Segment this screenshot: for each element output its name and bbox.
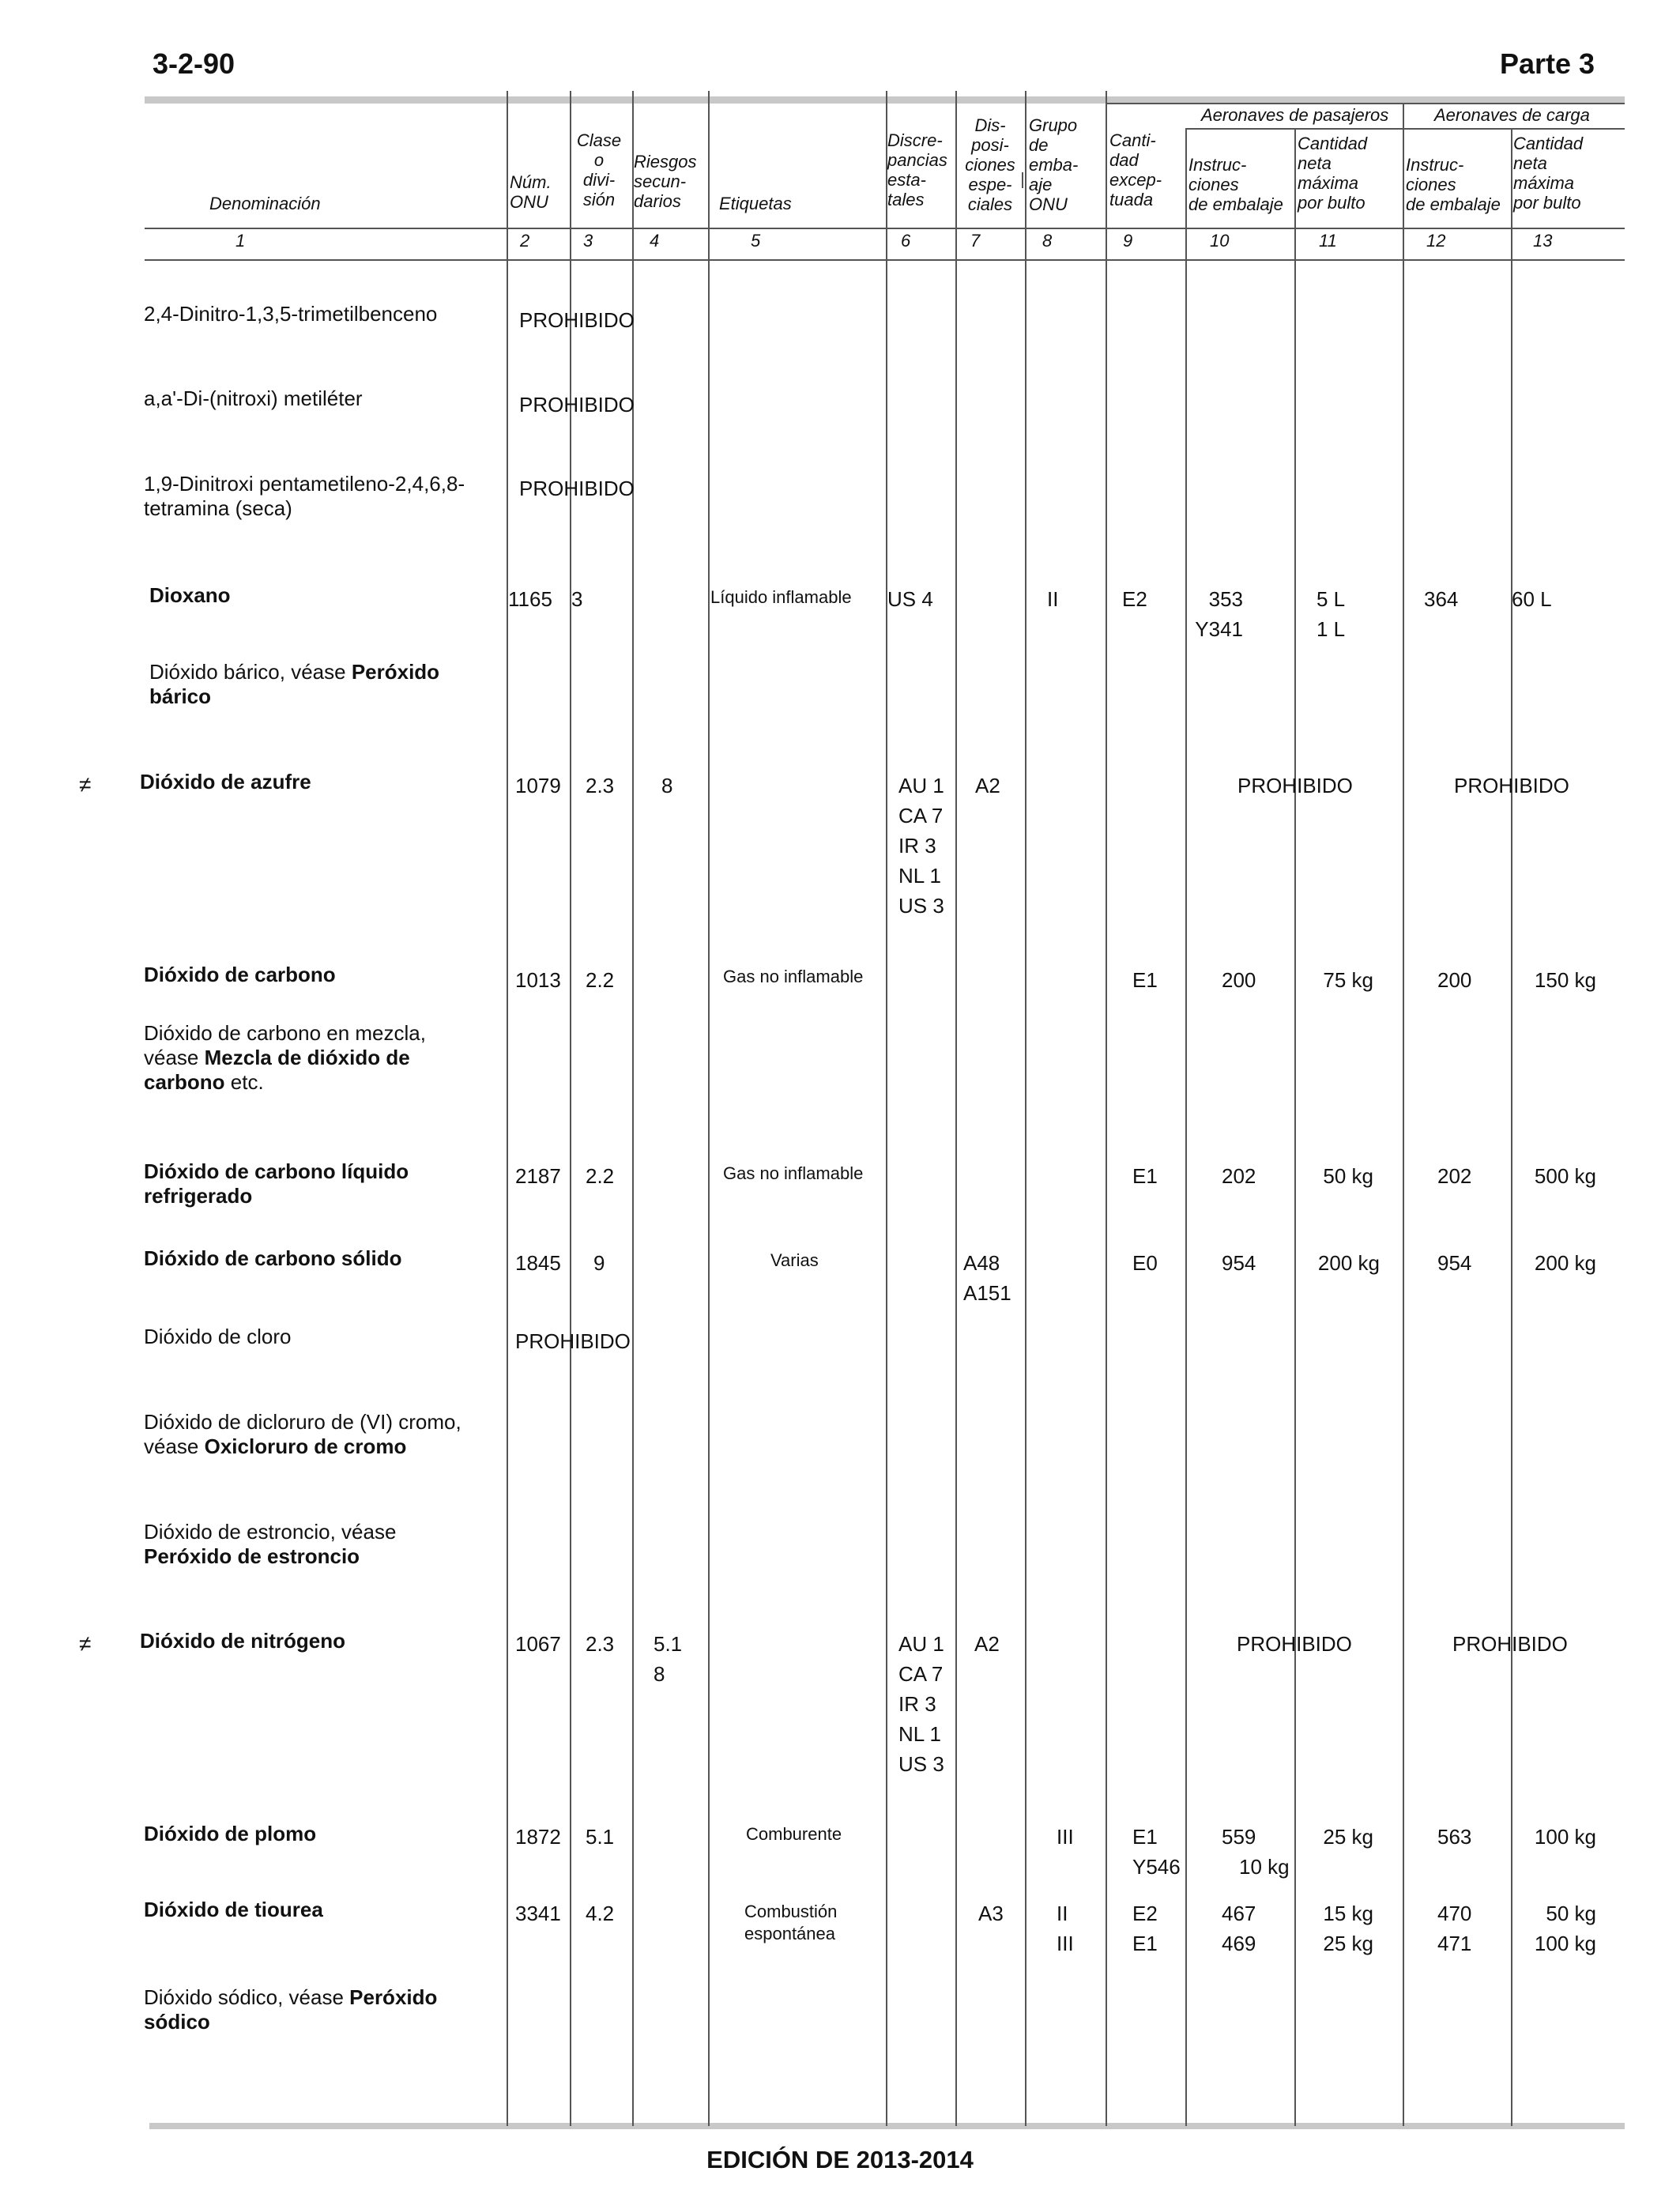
instr-pasajeros: 353 Y341: [1195, 587, 1243, 641]
header-cantidad-exceptuada: Canti- dad excep- tuada: [1109, 130, 1162, 209]
header-aeronaves-carga: Aeronaves de carga: [1434, 105, 1590, 125]
cant-carga: 150 kg: [1534, 968, 1596, 992]
page-number: 3-2-90: [153, 47, 235, 80]
change-marker: ≠: [79, 772, 92, 797]
entry-name: Dióxido de tiourea: [144, 1898, 323, 1921]
cant-pasajeros: 50 kg: [1323, 1164, 1373, 1188]
instr-pasajeros: 559: [1222, 1825, 1256, 1849]
col-number: 13: [1533, 231, 1553, 251]
prohibido-label: PROHIBIDO: [515, 1329, 631, 1353]
prohibido-label: PROHIBIDO: [519, 393, 635, 417]
cantidad-exceptuada: E0: [1132, 1251, 1158, 1275]
cant-pasajeros: 75 kg: [1323, 968, 1373, 992]
col-number: 2: [520, 231, 530, 251]
header-discrepancias: Discre- pancias esta- tales: [887, 130, 947, 209]
un-number: 1013: [515, 968, 561, 992]
col-divider: [708, 91, 710, 2126]
col-divider: [1185, 128, 1187, 2126]
cant-pasajeros: 5 L 1 L: [1317, 587, 1346, 641]
col-divider: [507, 91, 508, 2126]
change-marker: ≠: [79, 1631, 92, 1656]
instr-carga: 563: [1437, 1825, 1472, 1849]
instr-pasajeros: 467 469: [1222, 1902, 1256, 1955]
cantidad-exceptuada: E1: [1132, 1164, 1158, 1188]
header-clase: Clase o divi- sión: [576, 130, 622, 209]
entry-name: Dióxido de carbono: [144, 963, 336, 986]
clase: 9: [593, 1251, 605, 1275]
entry-name: Dióxido de carbono líquido refrigerado: [144, 1159, 409, 1208]
cant-carga: 500 kg: [1534, 1164, 1596, 1188]
prohibido-pasajeros: PROHIBIDO: [1237, 774, 1353, 797]
instr-pasajeros: 200: [1222, 968, 1256, 992]
header-instr-pasajeros: Instruc- ciones de embalaje: [1188, 155, 1283, 214]
un-number: 1079: [515, 774, 561, 797]
header-denominacion: Denominación: [209, 194, 321, 213]
col-divider: [1511, 128, 1512, 2126]
clase: 2.3: [586, 1632, 615, 1656]
col-divider: [1106, 91, 1107, 2126]
discrepancias: AU 1 CA 7 IR 3 NL 1 US 3: [898, 774, 944, 918]
instr-carga: 954: [1437, 1251, 1472, 1275]
entry-name: a,a'-Di-(nitroxi) metiléter: [144, 386, 363, 410]
discrepancias: AU 1 CA 7 IR 3 NL 1 US 3: [898, 1632, 944, 1776]
disposiciones: A48 A151: [963, 1251, 1011, 1305]
un-number: 1165: [508, 587, 552, 611]
instr-carga: 470 471: [1437, 1902, 1472, 1955]
etiqueta: Comburente: [746, 1824, 842, 1844]
col-number: 6: [901, 231, 911, 251]
clase: 3: [571, 587, 583, 611]
cantidad-exceptuada: E2: [1122, 587, 1147, 611]
header-etiquetas: Etiquetas: [719, 194, 792, 213]
header-num-onu: Núm. ONU: [510, 172, 552, 212]
discrepancias: US 4: [887, 587, 933, 611]
etiqueta: Gas no inflamable: [723, 967, 864, 986]
header-instr-carga: Instruc- ciones de embalaje: [1406, 155, 1501, 214]
etiqueta: Varias: [770, 1250, 819, 1270]
etiqueta: Líquido inflamable: [710, 587, 852, 607]
grupo-embalaje: II III: [1057, 1902, 1074, 1955]
entry-name: Dióxido de cloro: [144, 1325, 292, 1348]
prohibido-pasajeros: PROHIBIDO: [1237, 1632, 1352, 1656]
riesgos-secundarios: 5.1 8: [654, 1632, 683, 1686]
col-number: 10: [1210, 231, 1230, 251]
prohibido-carga: PROHIBIDO: [1454, 774, 1569, 797]
cant-pasajeros: 15 kg 25 kg: [1323, 1902, 1373, 1955]
instr-carga: 202: [1437, 1164, 1472, 1188]
col-number: 12: [1426, 231, 1446, 251]
col-number: 1: [235, 231, 246, 251]
prohibido-carga: PROHIBIDO: [1452, 1632, 1568, 1656]
entry-name: Dióxido de estroncio, véase Peróxido de estroncio: [144, 1520, 397, 1568]
etiqueta: Combustión espontánea: [744, 1902, 838, 1943]
col-number: 4: [650, 231, 660, 251]
un-number: 1872: [515, 1825, 561, 1849]
prohibido-label: PROHIBIDO: [519, 477, 635, 500]
disposiciones: A2: [974, 1632, 1000, 1656]
instr-pasajeros: 954: [1222, 1251, 1256, 1275]
un-number: 1067: [515, 1632, 561, 1656]
col-number: 7: [970, 231, 981, 251]
entry-name: Dioxano: [149, 583, 231, 607]
cant-carga: 50 kg 100 kg: [1534, 1902, 1596, 1955]
entry-name: Dióxido sódico, véase Peróxido sódico: [144, 1985, 438, 2034]
disposiciones: A3: [978, 1902, 1004, 1925]
header-riesgos: Riesgos secun- darios: [634, 152, 697, 211]
clase: 2.3: [586, 774, 615, 797]
col-number: 8: [1042, 231, 1053, 251]
disposiciones: A2: [975, 774, 1000, 797]
entry-name: Dióxido de dicloruro de (VI) cromo, véase Oxicloruro de cromo: [144, 1410, 461, 1458]
cant-carga: 200 kg: [1534, 1251, 1596, 1275]
aeronaves-sub-line: [1185, 128, 1625, 130]
header-cantidad-pasajeros: Cantidad neta máxima por bulto: [1298, 134, 1368, 213]
entry-name: Dióxido bárico, véase Peróxido bárico: [149, 660, 440, 708]
col-divider: [886, 91, 887, 2126]
entry-name: Dióxido de carbono en mezcla, véase Mezcla de dióxido de carbono etc.: [144, 1021, 426, 1094]
instr-pasajeros-extra: 10 kg: [1239, 1855, 1290, 1879]
col-number: 11: [1319, 231, 1337, 251]
clase: 2.2: [586, 1164, 615, 1188]
cant-pasajeros: 25 kg: [1323, 1825, 1373, 1849]
col-divider: [955, 91, 957, 2126]
entry-name: 1,9-Dinitroxi pentametileno-2,4,6,8- tetramina (seca): [144, 472, 465, 520]
un-number: 3341: [515, 1902, 561, 1925]
header-grupo: Grupo de emba- aje ONU: [1029, 115, 1079, 214]
instr-carga: 364: [1424, 587, 1459, 611]
clase: 5.1: [586, 1825, 615, 1849]
grupo-embalaje: III: [1057, 1825, 1074, 1849]
cant-pasajeros: 200 kg: [1317, 1251, 1380, 1275]
col-number: 5: [751, 231, 761, 251]
instr-pasajeros: 202: [1222, 1164, 1256, 1188]
cantidad-exceptuada: E1: [1132, 968, 1158, 992]
prohibido-label: PROHIBIDO: [519, 308, 635, 332]
header-cantidad-carga: Cantidad neta máxima por bulto: [1513, 134, 1584, 213]
cant-carga: 100 kg: [1534, 1825, 1596, 1849]
col-number: 3: [583, 231, 593, 251]
un-number: 1845: [515, 1251, 561, 1275]
cantidad-exceptuada: E2 E1: [1132, 1902, 1158, 1955]
col-divider: [1025, 91, 1026, 2126]
entry-name: Dióxido de nitrógeno: [140, 1629, 345, 1653]
header-disposiciones: Dis- posi- ciones espe- ciales: [965, 115, 1015, 214]
etiqueta: Gas no inflamable: [723, 1163, 864, 1183]
cant-carga: 60 L: [1512, 587, 1552, 611]
instr-carga: 200: [1437, 968, 1472, 992]
un-number: 2187: [515, 1164, 561, 1188]
entry-name: Dióxido de azufre: [140, 770, 311, 794]
riesgos-secundarios: 8: [661, 774, 673, 797]
grupo-embalaje: II: [1047, 587, 1059, 611]
col-divider: [1403, 103, 1404, 2126]
edition-footer: EDICIÓN DE 2013-2014: [706, 2146, 974, 2173]
clase: 2.2: [586, 968, 615, 992]
col-number: 9: [1123, 231, 1133, 251]
entry-name: 2,4-Dinitro-1,3,5-trimetilbenceno: [144, 302, 438, 326]
entry-name: Dióxido de plomo: [144, 1822, 317, 1845]
header-aeronaves-pasajeros: Aeronaves de pasajeros: [1201, 105, 1389, 125]
clase: 4.2: [586, 1902, 615, 1925]
entry-name: Dióxido de carbono sólido: [144, 1246, 402, 1270]
aeronaves-group-line: [1106, 103, 1625, 104]
cantidad-exceptuada: E1 Y546: [1132, 1825, 1181, 1879]
part-label: Parte 3: [1500, 47, 1595, 80]
